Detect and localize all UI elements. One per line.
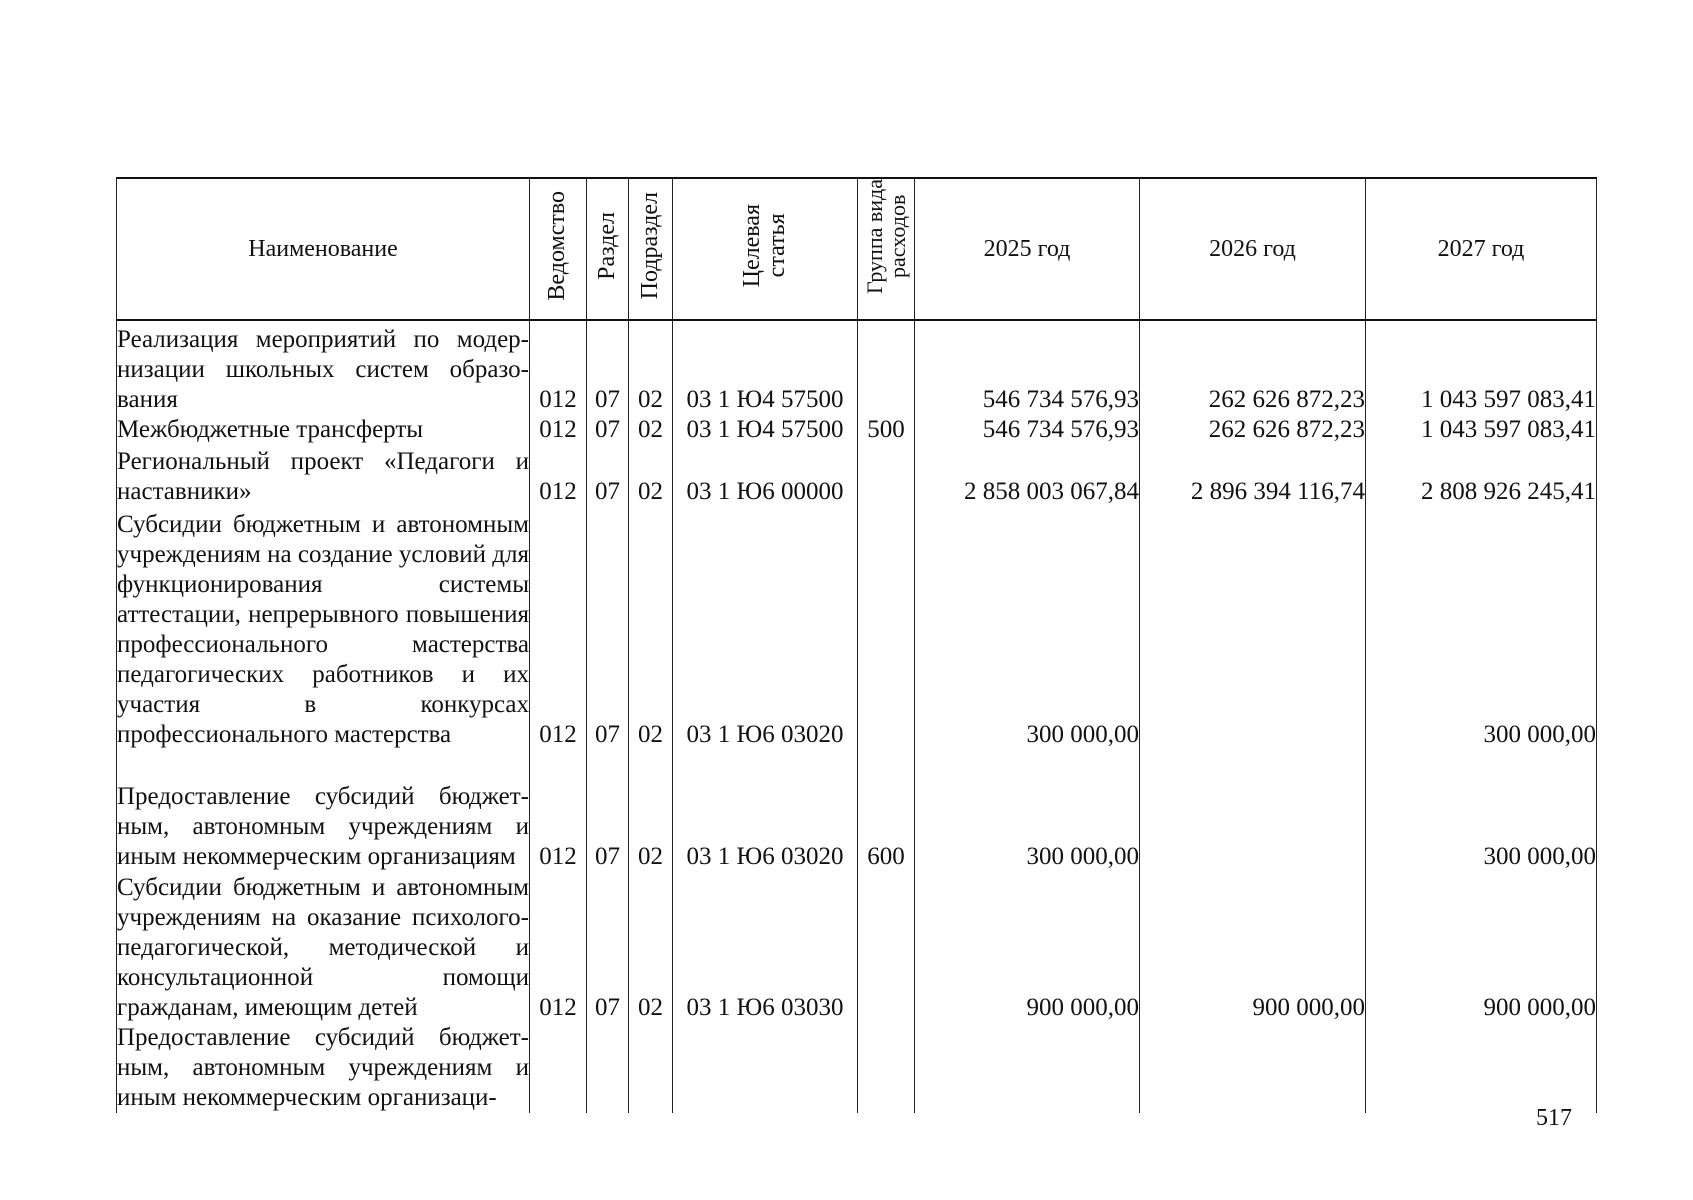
row-2027: 2 808 926 245,41 (1366, 445, 1597, 507)
row-razdel (587, 1023, 629, 1113)
row-razdel: 07 (587, 445, 629, 507)
row-razdel: 07 (587, 320, 629, 415)
row-2025: 546 734 576,93 (915, 415, 1140, 445)
row-podrazdel (629, 1023, 673, 1113)
row-target-article: 03 1 Ю4 57500 (673, 415, 858, 445)
row-podrazdel: 02 (629, 872, 673, 1023)
header-2025: 2025 год (915, 178, 1140, 320)
row-2026: 262 626 872,23 (1140, 320, 1366, 415)
row-expense-group: 600 (858, 750, 915, 872)
row-2025: 300 000,00 (915, 507, 1140, 750)
row-vedomstvo: 012 (530, 445, 587, 507)
row-target-article: 03 1 Ю6 03020 (673, 507, 858, 750)
table-row (117, 750, 1597, 872)
header-podrazdel: Подраздел (629, 178, 673, 320)
budget-table (116, 177, 1597, 1113)
row-razdel: 07 (587, 872, 629, 1023)
row-vedomstvo: 012 (530, 507, 587, 750)
row-name: Межбюджетные трансферты (117, 415, 530, 445)
header-razdel: Раздел (587, 178, 629, 320)
row-expense-group (858, 507, 915, 750)
row-2026: 2 896 394 116,74 (1140, 445, 1366, 507)
row-expense-group (858, 320, 915, 415)
row-2027: 300 000,00 (1366, 750, 1597, 872)
row-podrazdel: 02 (629, 750, 673, 872)
row-2027: 300 000,00 (1366, 507, 1597, 750)
row-2026 (1140, 750, 1366, 872)
row-2025: 900 000,00 (915, 872, 1140, 1023)
row-vedomstvo (530, 1023, 587, 1113)
row-vedomstvo: 012 (530, 415, 587, 445)
row-expense-group (858, 872, 915, 1023)
row-2027: 1 043 597 083,41 (1366, 320, 1597, 415)
table-row (117, 415, 1597, 445)
table-row (117, 872, 1597, 1023)
row-name: Субсидии бюджетным и автономным учреждениям на создание условий для функционирования системы аттестации, непрерывного повышения профессионального мастерства педагогических работников и их участия в конкурсах профессионального мастерства (117, 507, 530, 750)
header-vedomstvo: Ведомство (530, 178, 587, 320)
row-name: Субсидии бюджетным и автономным учреждениям на оказание психолого-педагогической, методической и консультационной помощи гражданам, имеющим детей (117, 874, 529, 1021)
header-name: Наименование (117, 178, 530, 320)
row-target-article (673, 1023, 858, 1113)
header-expense-group: Группа вида расходов (858, 178, 915, 320)
table-row (117, 320, 1597, 415)
row-name: Реализация мероприятий по модернизации школьных систем образования (117, 320, 530, 415)
row-expense-group (858, 445, 915, 507)
header-2026: 2026 год (1140, 178, 1366, 320)
row-2027: 1 043 597 083,41 (1366, 415, 1597, 445)
row-name: Предоставление субсидий бюджетным, автономным учреждениям и иным некоммерческим организаци- (117, 1024, 529, 1111)
row-vedomstvo: 012 (530, 320, 587, 415)
row-podrazdel: 02 (629, 445, 673, 507)
row-vedomstvo: 012 (530, 872, 587, 1023)
row-target-article: 03 1 Ю6 03030 (673, 872, 858, 1023)
row-2026 (1140, 1023, 1366, 1113)
row-target-article: 03 1 Ю6 03020 (673, 750, 858, 872)
table-row (117, 507, 1597, 750)
header-target-article: Целевая статья (673, 178, 858, 320)
row-razdel: 07 (587, 750, 629, 872)
row-vedomstvo: 012 (530, 750, 587, 872)
table-row (117, 445, 1597, 507)
row-razdel: 07 (587, 415, 629, 445)
row-razdel: 07 (587, 507, 629, 750)
row-expense-group: 500 (858, 415, 915, 445)
table-row (117, 1023, 1597, 1113)
row-2025 (915, 1023, 1140, 1113)
row-2026: 262 626 872,23 (1140, 415, 1366, 445)
row-2027: 900 000,00 (1366, 872, 1597, 1023)
row-target-article: 03 1 Ю6 00000 (673, 445, 858, 507)
row-name: Предоставление субсидий бюджетным, автономным учреждениям и иным некоммерческим организациям (117, 750, 530, 872)
row-expense-group (858, 1023, 915, 1113)
row-2026 (1140, 507, 1366, 750)
row-name: Региональный проект «Педагоги и наставники» (117, 445, 530, 507)
row-2025: 2 858 003 067,84 (915, 445, 1140, 507)
header-2027: 2027 год (1366, 178, 1597, 320)
page-number: 517 (1536, 1105, 1572, 1131)
row-2025: 300 000,00 (915, 750, 1140, 872)
row-podrazdel: 02 (629, 507, 673, 750)
row-podrazdel: 02 (629, 415, 673, 445)
row-target-article: 03 1 Ю4 57500 (673, 320, 858, 415)
row-podrazdel: 02 (629, 320, 673, 415)
row-2026: 900 000,00 (1140, 872, 1366, 1023)
row-2027 (1366, 1023, 1597, 1113)
row-2025: 546 734 576,93 (915, 320, 1140, 415)
header-row (117, 178, 1597, 320)
